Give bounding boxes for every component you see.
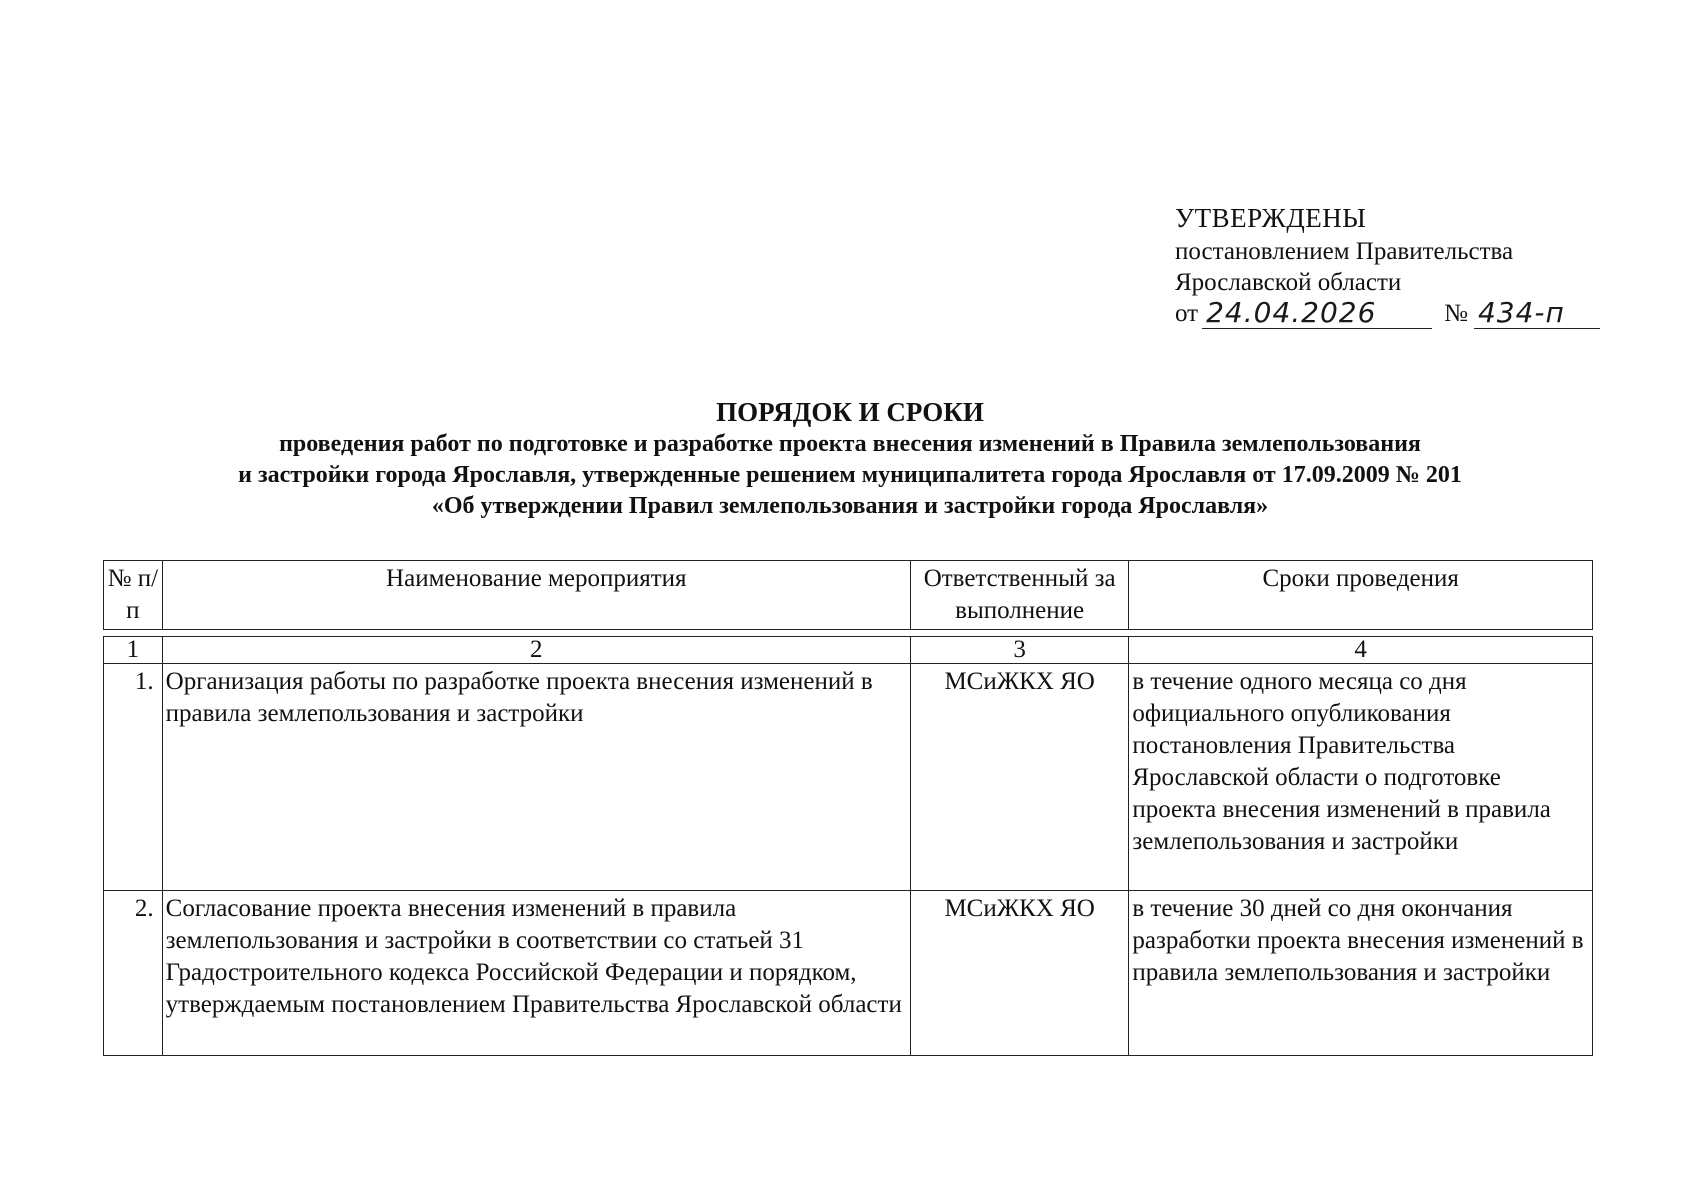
handwritten-date: 24.04.2026	[1202, 298, 1432, 329]
header-deadline: Сроки проведения	[1129, 561, 1593, 630]
header-gap	[104, 630, 1593, 637]
table-row	[104, 664, 1593, 891]
title-line-2: и застройки города Ярославля, утвержденные решением муниципалитета города Ярославля от 17.09.2009 № 201	[238, 462, 1462, 488]
row-deadline: в течение одного месяца со дня официального опубликования постановления Правительства Ярославской области о подготовке проекта внесения изменений в правила землепользования и застройки	[1129, 664, 1593, 891]
approval-heading: УТВЕРЖДЕНЫ	[1175, 203, 1367, 233]
column-number: 3	[910, 637, 1128, 664]
row-number: 1.	[104, 664, 163, 891]
title-line-3: «Об утверждении Правил землепользования и застройки города Ярославля»	[431, 493, 1269, 519]
column-number: 4	[1129, 637, 1593, 664]
row-responsible: МСиЖКХ ЯО	[910, 664, 1128, 891]
table-header-row	[104, 561, 1593, 630]
handwritten-number: 434-п	[1474, 298, 1600, 329]
approval-block	[1175, 203, 1600, 329]
approval-line-1: постановлением Правительства	[1175, 238, 1514, 265]
header-responsible: Ответственный за выполнение	[910, 561, 1128, 630]
schedule-table	[103, 560, 1593, 1056]
row-deadline: в течение 30 дней со дня окончания разработки проекта внесения изменений в правила землепользования и застройки	[1129, 891, 1593, 1056]
table-row	[104, 891, 1593, 1056]
row-responsible: МСиЖКХ ЯО	[910, 891, 1128, 1056]
header-number: № п/п	[104, 561, 163, 630]
title-line-1: проведения работ по подготовке и разработке проекта внесения изменений в Правила землепользования	[279, 431, 1421, 457]
document-title	[60, 395, 1640, 522]
row-number: 2.	[104, 891, 163, 1056]
approval-date-number-row	[1175, 298, 1600, 329]
header-event-name: Наименование мероприятия	[162, 561, 910, 630]
column-number: 2	[162, 637, 910, 664]
from-label: от	[1175, 300, 1199, 327]
column-number-row	[104, 637, 1593, 664]
column-number: 1	[104, 637, 163, 664]
row-event-name: Согласование проекта внесения изменений в правила землепользования и застройки в соответствии со статьей 31 Градостроительного кодекса Российской Федерации и порядком, утверждаемым постановлением Правительства Ярославской области	[162, 891, 910, 1056]
number-label: №	[1444, 300, 1468, 327]
row-event-name: Организация работы по разработке проекта внесения изменений в правила землепользования и застройки	[162, 664, 910, 891]
title-main: ПОРЯДОК И СРОКИ	[716, 397, 984, 427]
approval-line-2: Ярославской области	[1175, 269, 1402, 296]
